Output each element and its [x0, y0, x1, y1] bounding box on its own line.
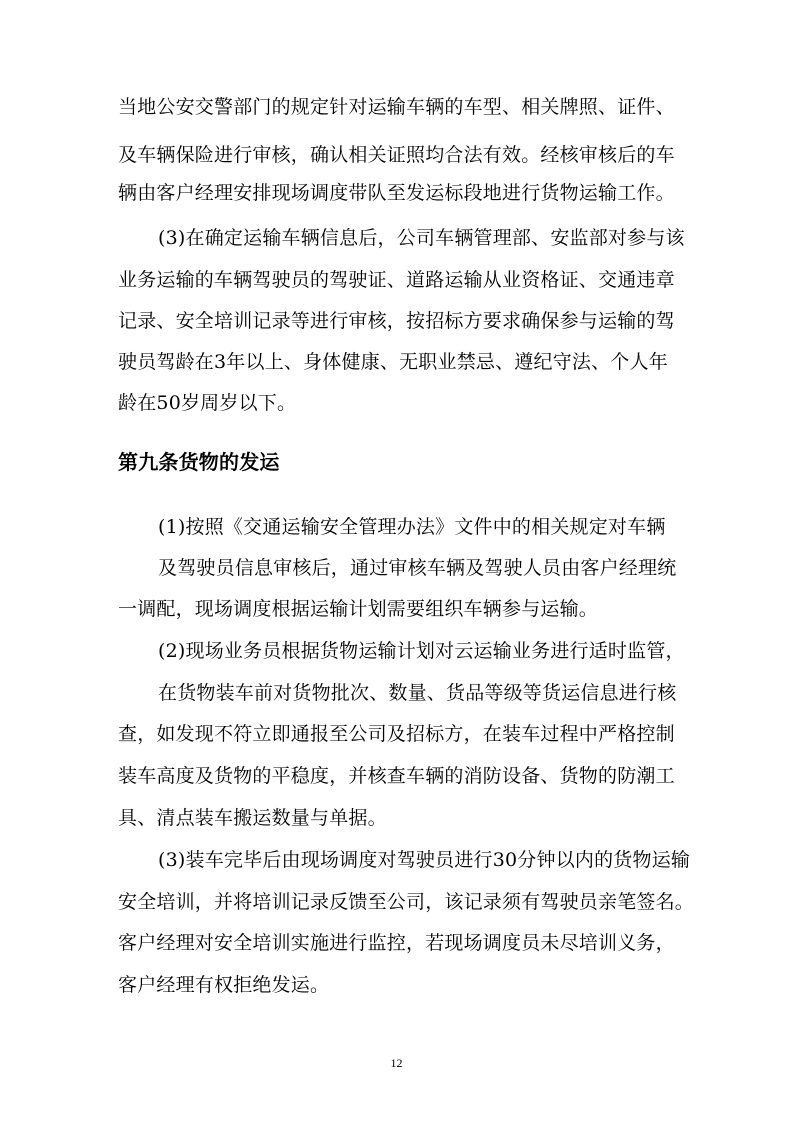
paragraph-line: 客户经理对安全培训实施进行监控，若现场调度员未尽培训义务，	[118, 932, 675, 954]
paragraph-line: (3)在确定运输车辆信息后，公司车辆管理部、安监部对参与该	[158, 227, 685, 249]
paragraph-line: 辆由客户经理安排现场调度带队至发运标段地进行货物运输工作。	[118, 182, 675, 204]
paragraph-line: 及车辆保险进行审核，确认相关证照均合法有效。经核审核后的车	[118, 144, 675, 166]
paragraph-line: 在货物装车前对货物批次、数量、货品等级等货运信息进行核	[158, 682, 677, 704]
paragraph-line: 一调配，现场调度根据运输计划需要组织车辆参与运输。	[118, 598, 599, 620]
paragraph-line: 装车高度及货物的平稳度，并核查车辆的消防设备、货物的防潮工	[118, 765, 675, 787]
paragraph-line: 及驾驶员信息审核后，通过审核车辆及驾驶人员由客户经理统	[158, 557, 677, 579]
paragraph-line: (2)现场业务员根据货物运输计划对云运输业务进行适时监管，	[158, 640, 685, 662]
paragraph-line: 业务运输的车辆驾驶员的驾驶证、道路运输从业资格证、交通违章	[118, 269, 675, 291]
paragraph-line: 安全培训，并将培训记录反馈至公司，该记录须有驾驶员亲笔签名。	[118, 891, 695, 913]
paragraph-line: (1)按照《交通运输安全管理办法》文件中的相关规定对车辆	[158, 516, 666, 538]
paragraph-line: 客户经理有权拒绝发运。	[118, 974, 330, 996]
paragraph-line: 查，如发现不符立即通报至公司及招标方，在装车过程中严格控制	[118, 723, 675, 745]
paragraph-line: 当地公安交警部门的规定针对运输车辆的车型、相关牌照、证件、	[118, 96, 675, 118]
paragraph-line: 具、清点装车搬运数量与单据。	[118, 807, 387, 829]
paragraph-line: (3)装车完毕后由现场调度对驾驶员进行30分钟以内的货物运输	[158, 849, 691, 871]
page-number: 12	[390, 1056, 403, 1070]
paragraph-line: 驶员驾龄在3年以上、身体健康、无职业禁忌、遵纪守法、个人年	[118, 351, 668, 373]
paragraph-line: 记录、安全培训记录等进行审核，按招标方要求确保参与运输的驾	[118, 310, 675, 332]
section-heading: 第九条货物的发运	[118, 450, 280, 474]
paragraph-line: 龄在50岁周岁以下。	[118, 392, 297, 414]
